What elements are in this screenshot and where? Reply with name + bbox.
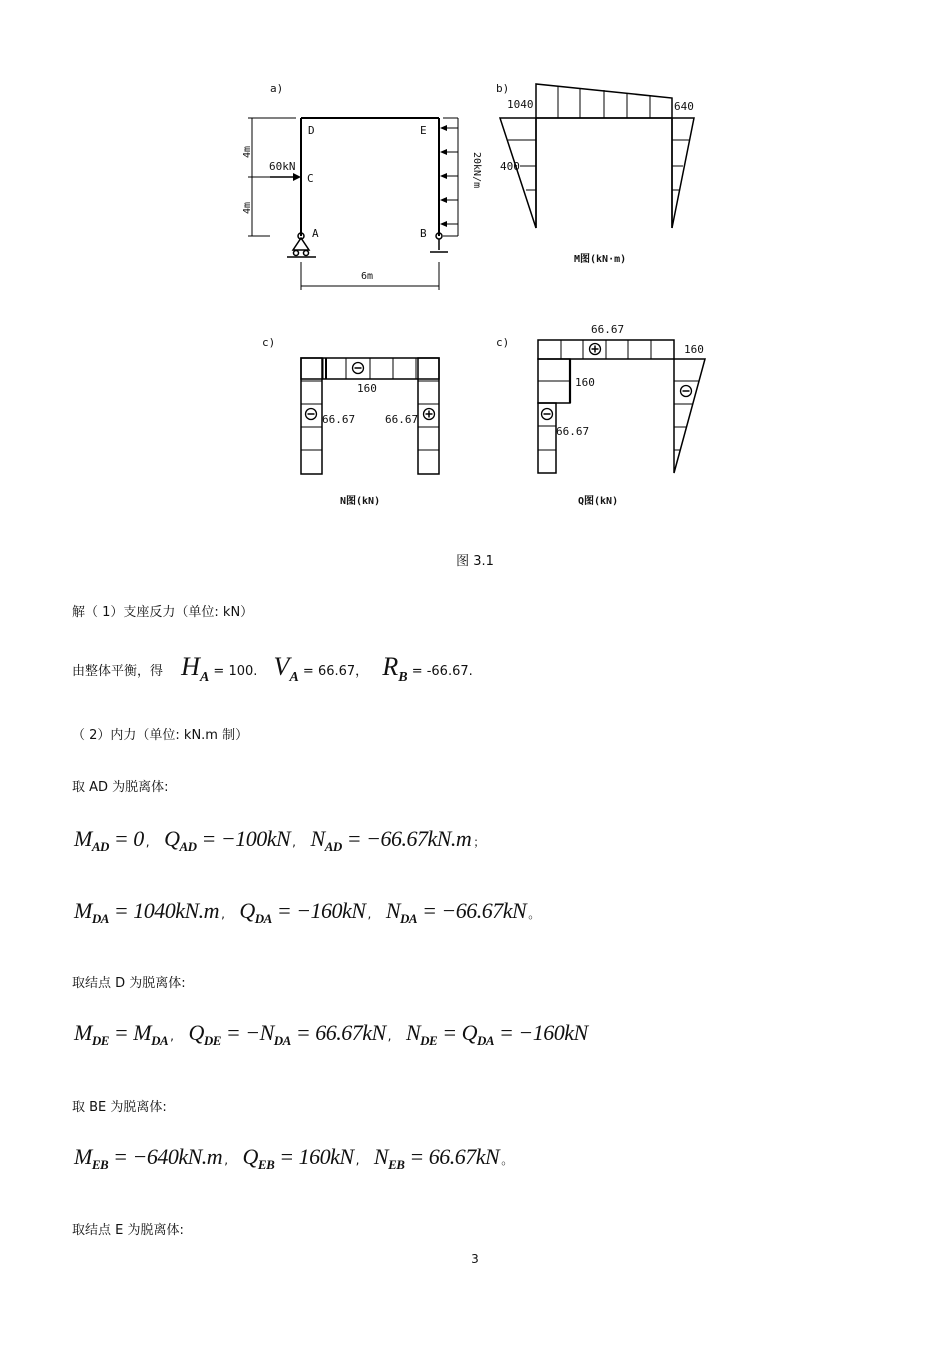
text-line-2: 由整体平衡，得 $H_A = 100$. $V_A = 66.67$， $R_B = -66.67$. (72, 652, 473, 685)
eq2-tail: 。 (528, 907, 540, 921)
va-value: = 66.67， (302, 664, 369, 679)
dim-lower: 4m (242, 201, 253, 214)
dist-load-label: 20kN/m (471, 152, 482, 189)
q-val-left-lower: 66.67 (556, 425, 590, 438)
node-D: D (308, 124, 315, 137)
equation-row-1: $M_{AD} = 0$ , $Q_{AD} = -100kN$ , $N_{AD} = -66.67kN.m$ ； (74, 826, 485, 854)
n-val-top: 160 (357, 382, 377, 395)
label-a: a) (270, 82, 284, 95)
equilibrium-prefix: 由整体平衡，得 (72, 664, 164, 679)
text-line-6: 取 BE 为脱离体: (72, 1100, 167, 1115)
eq4-tail: 。 (501, 1153, 513, 1167)
n-val-right: 66.67 (385, 413, 419, 426)
m-val-left: 1040 (507, 98, 534, 111)
ha-value: = 100. (213, 664, 258, 679)
text-line-1: 解（ 1）支座反力（单位: kN） (72, 605, 254, 620)
text-line-5: 取结点 D 为脱离体: (72, 976, 186, 991)
q-val-left-upper: 160 (575, 376, 595, 389)
q-val-right: 160 (684, 343, 704, 356)
node-B: B (420, 227, 427, 240)
label-c: c) (262, 336, 276, 349)
structure-figure (0, 0, 950, 520)
eq1-tail: ； (473, 835, 485, 849)
figure-caption: 图 3.1 (456, 554, 494, 569)
equation-row-3: $M_{DE} = M_{DA}$ , $Q_{DE} = -N_{DA} = 66.67kN$ , $N_{DE} = Q_{DA} = -160kN$ (74, 1020, 588, 1048)
node-C: C (307, 172, 314, 185)
label-d: c) (496, 336, 510, 349)
dim-span: 6m (361, 271, 374, 282)
point-load-label: 60kN (269, 160, 296, 173)
moment-diagram-b (496, 82, 694, 265)
text-line-3: （ 2）内力（单位: kN.m 制） (72, 728, 249, 743)
dim-upper: 4m (242, 145, 253, 158)
node-E: E (420, 124, 427, 137)
equation-row-4: $M_{EB} = -640kN.m$ , $Q_{EB} = 160kN$ , $N_{EB} = 66.67kN$ 。 (74, 1144, 513, 1172)
equation-row-2: $M_{DA} = 1040kN.m$ , $Q_{DA} = -160kN$ , $N_{DA} = -66.67kN$ 。 (74, 898, 540, 926)
axial-diagram-c (262, 336, 439, 507)
text-line-4: 取 AD 为脱离体: (72, 780, 169, 795)
n-caption: N图(kN) (340, 496, 381, 507)
node-A: A (312, 227, 319, 240)
shear-diagram-d (496, 323, 705, 507)
q-caption: Q图(kN) (578, 496, 619, 507)
frame-diagram-a (242, 82, 482, 290)
m-val-col: 400 (500, 160, 520, 173)
rb-value: = -66.67. (411, 664, 473, 679)
label-b: b) (496, 82, 510, 95)
m-val-right: 640 (674, 100, 694, 113)
text-line-7: 取结点 E 为脱离体: (72, 1223, 184, 1238)
m-caption: M图(kN·m) (574, 254, 627, 265)
n-val-left: 66.67 (322, 413, 356, 426)
page-number: 3 (471, 1252, 479, 1266)
q-val-top: 66.67 (591, 323, 625, 336)
